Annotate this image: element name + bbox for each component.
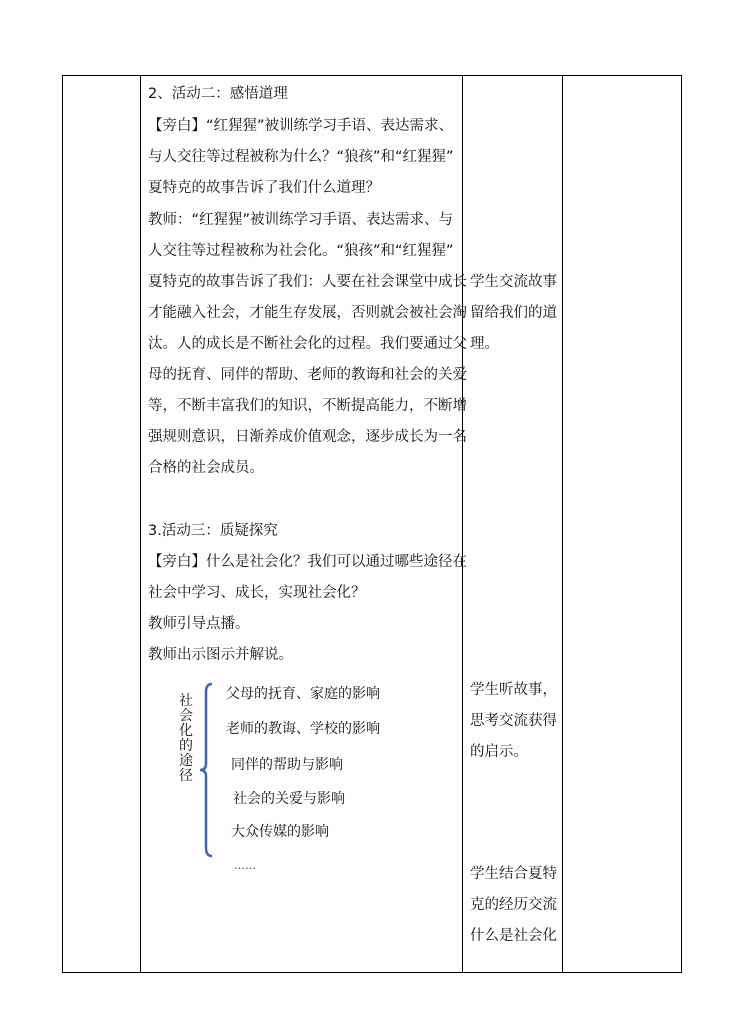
diagram-branch: 老师的教诲、学校的影响 xyxy=(226,721,380,737)
diagram-branch: 社会的关爱与影响 xyxy=(233,791,345,807)
activity3-heading: 3.活动三：质疑探究 xyxy=(148,523,278,539)
diagram-brace xyxy=(200,680,216,860)
teacher-text-line: 汰。人的成长是不断社会化的过程。我们要通过父 xyxy=(148,336,467,352)
diagram-ellipsis: …… xyxy=(234,859,256,872)
teacher-text-line: 强规则意识，日渐养成价值观念，逐步成长为一名 xyxy=(148,429,467,445)
column-divider xyxy=(562,75,563,973)
diagram-branch: 大众传媒的影响 xyxy=(231,824,329,840)
teacher-text-line: 才能融入社会，才能生存发展，否则就会被社会淘 xyxy=(148,305,467,321)
student-note-line: 理。 xyxy=(470,336,499,352)
diagram-title-char: 化 xyxy=(179,723,193,739)
teacher-text-line: 教师：“红猩猩”被训练学习手语、表达需求、与 xyxy=(148,212,454,228)
teacher-text-line: 母的抚育、同伴的帮助、老师的教诲和社会的关爱 xyxy=(148,367,467,383)
diagram-branch: 父母的抚育、家庭的影响 xyxy=(226,686,380,702)
teacher-guide-text: 教师引导点播。 xyxy=(148,616,250,632)
activity2-narration-line: 【旁白】“红猩猩”被训练学习手语、表达需求、 xyxy=(148,118,454,134)
student-note-line: 学生交流故事 xyxy=(470,274,557,290)
student-note-line: 克的经历交流 xyxy=(470,897,557,913)
student-note-line: 留给我们的道 xyxy=(470,305,557,321)
diagram-branch: 同伴的帮助与影响 xyxy=(231,757,343,773)
column-divider xyxy=(462,75,463,973)
activity2-narration-line: 夏特克的故事告诉了我们什么道理？ xyxy=(148,180,380,196)
student-note-line: 学生听故事， xyxy=(470,682,557,698)
activity2-heading: 2、活动二：感悟道理 xyxy=(148,86,288,102)
column-divider xyxy=(681,75,682,973)
column-divider xyxy=(140,75,141,973)
diagram-vertical-title xyxy=(178,694,194,784)
student-note-line: 思考交流获得 xyxy=(470,713,557,729)
teacher-show-text: 教师出示图示并解说。 xyxy=(148,647,293,663)
diagram-title-char: 径 xyxy=(179,768,193,784)
activity3-narration-line: 【旁白】什么是社会化？我们可以通过哪些途径在 xyxy=(148,554,467,570)
diagram-title-char: 的 xyxy=(179,738,193,754)
diagram-title-char: 社 xyxy=(179,693,193,709)
student-note-line: 学生结合夏特 xyxy=(470,866,557,882)
teacher-text-line: 人交往等过程被称为社会化。“狼孩”和“红猩猩” xyxy=(148,243,454,259)
table-bottom-border xyxy=(62,972,682,973)
activity2-narration-line: 与人交往等过程被称为什么？“狼孩”和“红猩猩” xyxy=(148,149,454,165)
student-note-line: 什么是社会化 xyxy=(470,928,557,944)
column-divider xyxy=(62,75,63,973)
socialization-pathway-diagram xyxy=(178,680,438,880)
teacher-text-line: 合格的社会成员。 xyxy=(148,460,264,476)
diagram-title-char: 途 xyxy=(179,753,193,769)
teacher-text-line: 夏特克的故事告诉了我们：人要在社会课堂中成长 xyxy=(148,274,467,290)
student-note-line: 的启示。 xyxy=(470,744,528,760)
activity3-narration-line: 社会中学习、成长，实现社会化？ xyxy=(148,585,366,601)
student-activity-cell xyxy=(470,0,560,972)
teacher-text-line: 等，不断丰富我们的知识，不断提高能力，不断增 xyxy=(148,398,467,414)
diagram-title-char: 会 xyxy=(179,708,193,724)
